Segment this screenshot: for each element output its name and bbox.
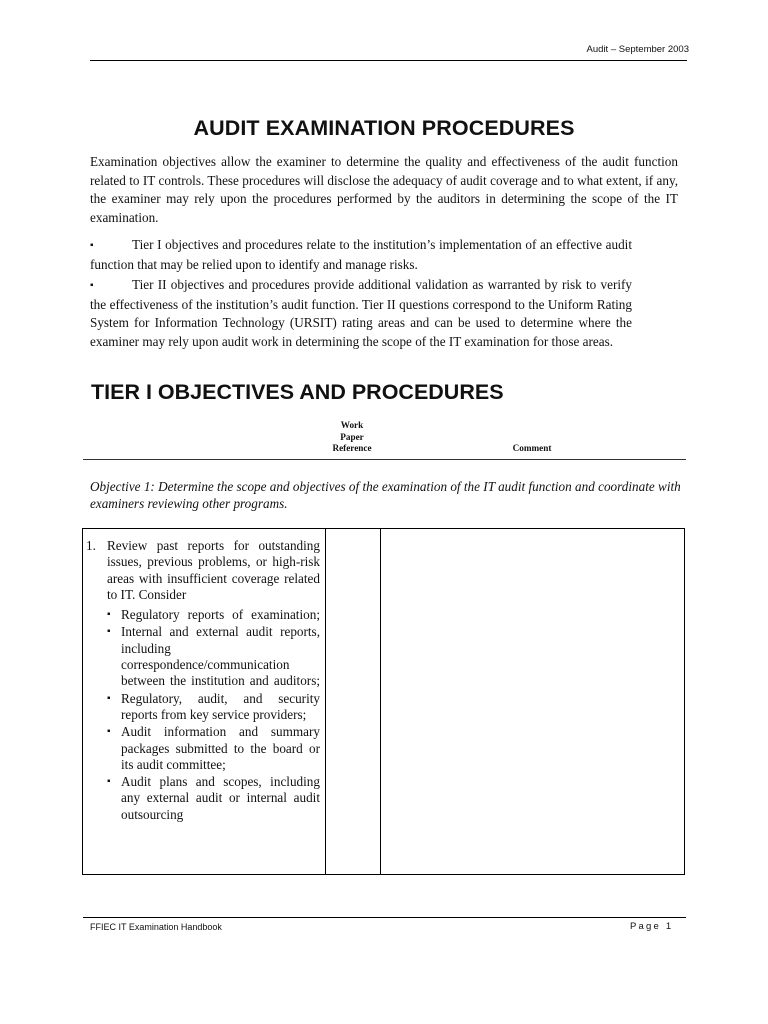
square-bullet-icon: ▪ — [90, 240, 94, 251]
consideration-list — [86, 607, 320, 823]
table-column-divider — [325, 528, 326, 875]
column-header-rule — [83, 459, 686, 460]
bullet-icon: ▪ — [107, 609, 111, 621]
step-text: Review past reports for outstanding issues, previous problems, or high-risk areas with insufficient coverage related to IT. Consider — [107, 538, 320, 602]
step-number: 1. — [86, 538, 96, 553]
list-item-text: Audit information and summary packages submitted to the board or its audit committee; — [121, 724, 320, 772]
table-column-divider — [380, 528, 381, 875]
bullet-tier-two — [90, 276, 632, 351]
work-paper-reference-header — [322, 420, 382, 455]
list-item — [107, 607, 320, 623]
comment-header: Comment — [512, 443, 552, 453]
footer-handbook-title: FFIEC IT Examination Handbook — [90, 922, 222, 932]
procedure-step — [86, 538, 320, 603]
list-item — [107, 691, 320, 724]
list-item-text: Regulatory reports of examination; — [121, 607, 320, 623]
bullet-icon: ▪ — [107, 692, 111, 704]
bullet-tier-one — [90, 236, 632, 274]
list-item — [107, 624, 320, 689]
bullet-icon: ▪ — [107, 726, 111, 738]
header-line: Reference — [332, 443, 372, 453]
header-line: Work — [340, 420, 364, 430]
footer-rule — [83, 917, 686, 918]
procedure-cell — [86, 538, 320, 872]
bullet-text: Tier I objectives and procedures relate to the institution’s implementation of an effective audit function that may be relied upon to identify and manage risks. — [90, 237, 632, 272]
bullet-text: Tier II objectives and procedures provide additional validation as warranted by risk to verify the effectiveness of the institution’s audit function. Tier II questions correspond to the Uniform Rating System for Information Technology (URSIT) rating areas and can be used to determine where the examiner may rely upon audit work in determining the scope of the IT examination for those areas. — [90, 277, 632, 349]
bullet-icon: ▪ — [107, 626, 111, 638]
page-title: AUDIT EXAMINATION PROCEDURES — [193, 116, 575, 140]
header-line: Paper — [340, 431, 364, 442]
section-title: TIER I OBJECTIVES AND PROCEDURES — [91, 380, 504, 404]
running-header: Audit – September 2003 — [586, 44, 689, 55]
list-item-text: Regulatory, audit, and security reports from key service providers; — [121, 690, 320, 722]
square-bullet-icon: ▪ — [90, 280, 94, 291]
intro-paragraph: Examination objectives allow the examiner to determine the quality and effectiveness of the audit function related to IT controls. These procedures will disclose the adequacy of audit coverage and to what extent, if any, the examiner may rely upon the procedures performed by the auditors in determining the scope of the IT examination. — [90, 154, 678, 225]
bullet-icon: ▪ — [107, 776, 111, 788]
header-rule — [90, 60, 687, 61]
list-item — [107, 774, 320, 823]
list-item-text: Audit plans and scopes, including any external audit or internal audit outsourcing — [121, 774, 320, 822]
list-item — [107, 724, 320, 773]
list-item-text: Internal and external audit reports, including correspondence/communication between the institution and auditors; — [121, 624, 320, 689]
objective-text: Objective 1: Determine the scope and objectives of the examination of the IT audit function and coordinate with examiners reviewing other programs. — [90, 479, 681, 511]
page-number: Page 1 — [630, 921, 674, 932]
